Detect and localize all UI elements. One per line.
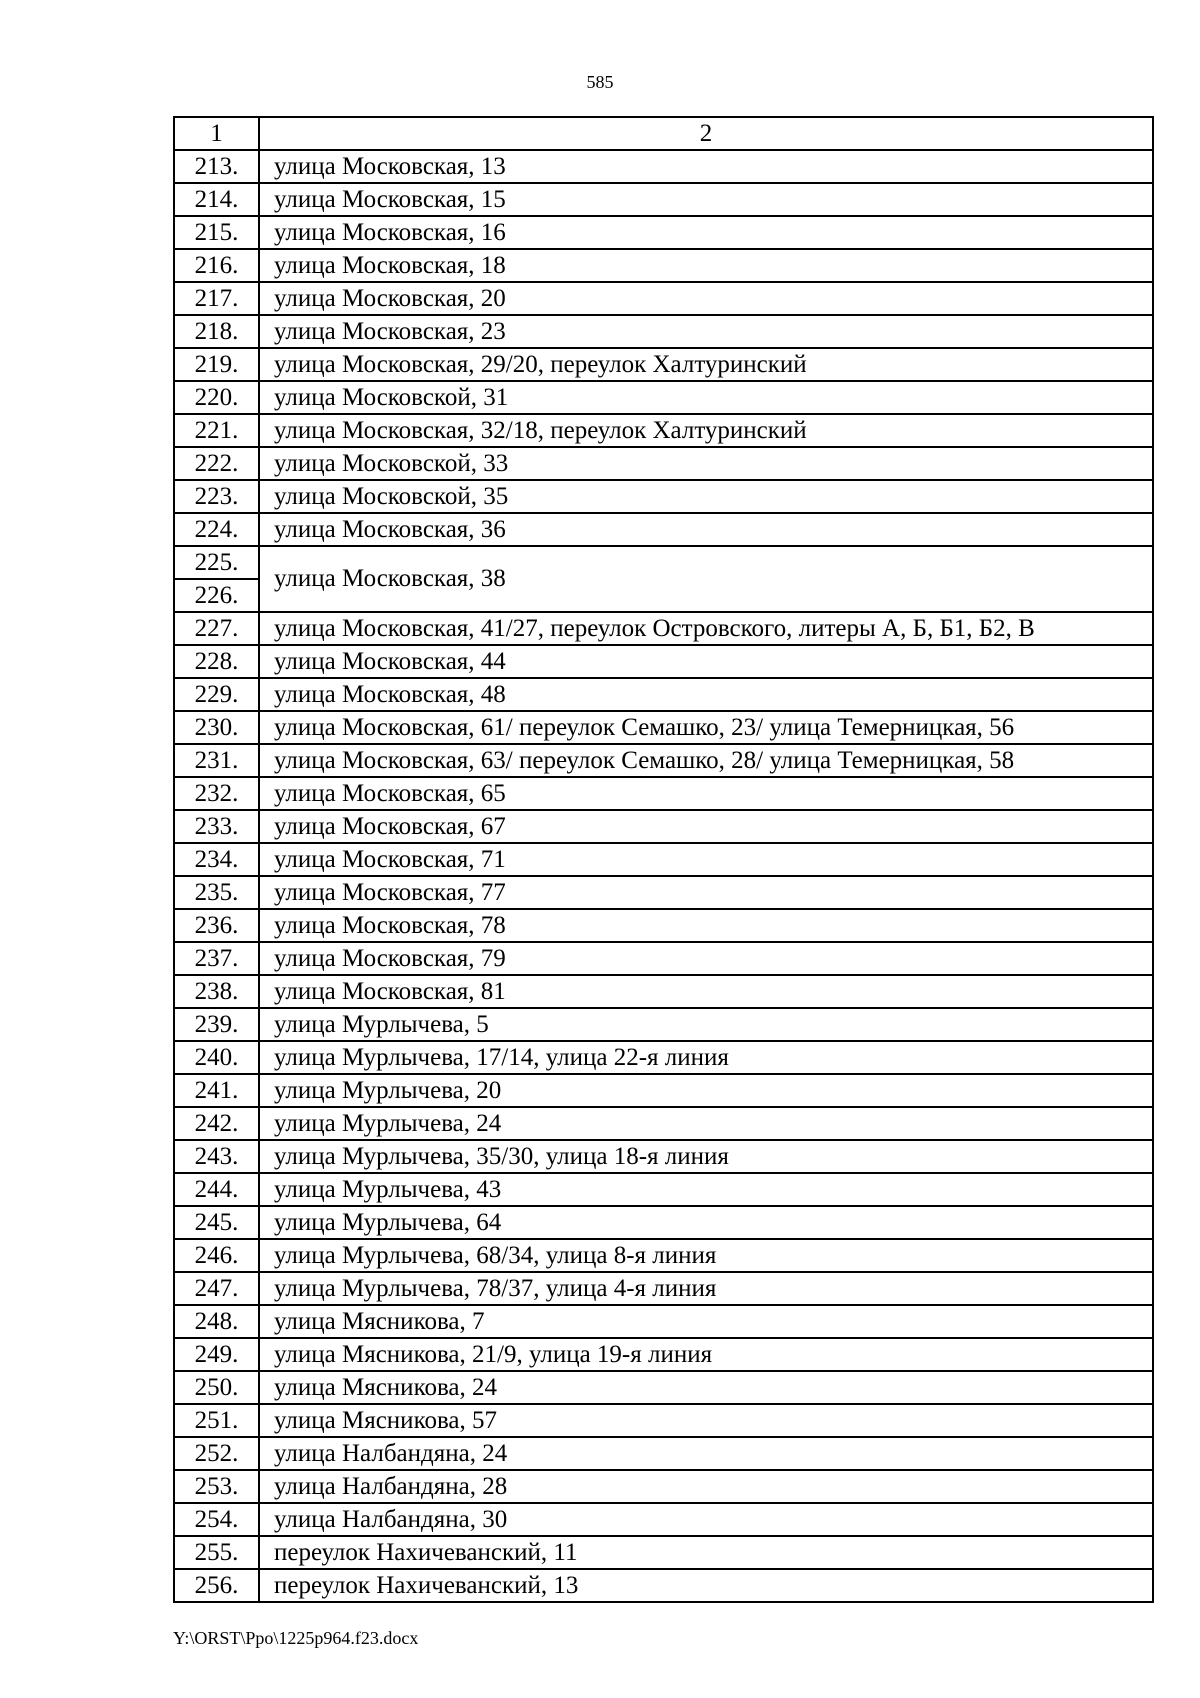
address-cell: улица Мурлычева, 17/14, улица 22-я линия bbox=[259, 1041, 1153, 1074]
table-row bbox=[174, 1371, 1153, 1404]
table-row bbox=[174, 282, 1153, 315]
table-row bbox=[174, 447, 1153, 480]
row-number-cell: 251. bbox=[174, 1404, 259, 1437]
row-number-cell: 229. bbox=[174, 678, 259, 711]
address-cell: улица Московская, 23 bbox=[259, 315, 1153, 348]
row-number-cell: 233. bbox=[174, 810, 259, 843]
address-cell: улица Мясникова, 21/9, улица 19-я линия bbox=[259, 1338, 1153, 1371]
address-cell: улица Московская, 44 bbox=[259, 645, 1153, 678]
table-row bbox=[174, 612, 1153, 645]
row-number-cell: 239. bbox=[174, 1008, 259, 1041]
address-cell: улица Московская, 65 bbox=[259, 777, 1153, 810]
address-cell: улица Мурлычева, 5 bbox=[259, 1008, 1153, 1041]
row-number-cell: 223. bbox=[174, 480, 259, 513]
row-number-cell: 227. bbox=[174, 612, 259, 645]
address-cell: улица Московская, 77 bbox=[259, 876, 1153, 909]
table-row bbox=[174, 381, 1153, 414]
table-row bbox=[174, 183, 1153, 216]
row-number-cell: 249. bbox=[174, 1338, 259, 1371]
address-cell: улица Московская, 15 bbox=[259, 183, 1153, 216]
table-row bbox=[174, 876, 1153, 909]
row-number-cell: 247. bbox=[174, 1272, 259, 1305]
table-row bbox=[174, 1041, 1153, 1074]
address-cell: улица Мурлычева, 24 bbox=[259, 1107, 1153, 1140]
address-cell: улица Московской, 31 bbox=[259, 381, 1153, 414]
address-cell: переулок Нахичеванский, 11 bbox=[259, 1536, 1153, 1569]
row-number-cell: 225. bbox=[174, 546, 259, 579]
address-cell: улица Московской, 35 bbox=[259, 480, 1153, 513]
address-cell: переулок Нахичеванский, 13 bbox=[259, 1569, 1153, 1602]
row-number-cell: 236. bbox=[174, 909, 259, 942]
row-number-cell: 231. bbox=[174, 744, 259, 777]
table-row bbox=[174, 1404, 1153, 1437]
address-cell: улица Мурлычева, 64 bbox=[259, 1206, 1153, 1239]
table-row bbox=[174, 1437, 1153, 1470]
row-number-cell: 230. bbox=[174, 711, 259, 744]
row-number-cell: 224. bbox=[174, 513, 259, 546]
address-cell: улица Мурлычева, 43 bbox=[259, 1173, 1153, 1206]
address-cell: улица Налбандяна, 24 bbox=[259, 1437, 1153, 1470]
address-cell: улица Московская, 36 bbox=[259, 513, 1153, 546]
row-number-cell: 228. bbox=[174, 645, 259, 678]
table-row bbox=[174, 645, 1153, 678]
row-number-cell: 256. bbox=[174, 1569, 259, 1602]
row-number-cell: 237. bbox=[174, 942, 259, 975]
column-header-number: 1 bbox=[174, 117, 259, 150]
row-number-cell: 243. bbox=[174, 1140, 259, 1173]
table-row bbox=[174, 1239, 1153, 1272]
table-row bbox=[174, 348, 1153, 381]
table-header-row bbox=[174, 117, 1153, 150]
address-cell: улица Налбандяна, 28 bbox=[259, 1470, 1153, 1503]
table-row bbox=[174, 1140, 1153, 1173]
row-number-cell: 255. bbox=[174, 1536, 259, 1569]
table-row bbox=[174, 150, 1153, 183]
address-cell: улица Московская, 67 bbox=[259, 810, 1153, 843]
row-number-cell: 222. bbox=[174, 447, 259, 480]
address-cell: улица Московская, 20 bbox=[259, 282, 1153, 315]
row-number-cell: 242. bbox=[174, 1107, 259, 1140]
address-cell: улица Московская, 41/27, переулок Островского, литеры А, Б, Б1, Б2, В bbox=[259, 612, 1153, 645]
table-row bbox=[174, 1107, 1153, 1140]
address-cell: улица Московская, 32/18, переулок Халтуринский bbox=[259, 414, 1153, 447]
table-row bbox=[174, 480, 1153, 513]
row-number-cell: 240. bbox=[174, 1041, 259, 1074]
table-row bbox=[174, 1206, 1153, 1239]
table-row bbox=[174, 546, 1153, 579]
row-number-cell: 238. bbox=[174, 975, 259, 1008]
table-row bbox=[174, 909, 1153, 942]
table-row bbox=[174, 1470, 1153, 1503]
table-row bbox=[174, 1272, 1153, 1305]
address-cell: улица Московская, 29/20, переулок Халтуринский bbox=[259, 348, 1153, 381]
table-row bbox=[174, 513, 1153, 546]
address-cell: улица Московская, 63/ переулок Семашко, 28/ улица Темерницкая, 58 bbox=[259, 744, 1153, 777]
table-row bbox=[174, 1173, 1153, 1206]
address-cell: улица Московская, 78 bbox=[259, 909, 1153, 942]
address-cell: улица Налбандяна, 30 bbox=[259, 1503, 1153, 1536]
row-number-cell: 217. bbox=[174, 282, 259, 315]
table-row bbox=[174, 1305, 1153, 1338]
address-cell: улица Московская, 71 bbox=[259, 843, 1153, 876]
address-cell: улица Московская, 79 bbox=[259, 942, 1153, 975]
table-row bbox=[174, 843, 1153, 876]
address-cell: улица Мурлычева, 78/37, улица 4-я линия bbox=[259, 1272, 1153, 1305]
table-row bbox=[174, 1338, 1153, 1371]
page-number: 585 bbox=[586, 72, 614, 92]
row-number-cell: 254. bbox=[174, 1503, 259, 1536]
address-cell: улица Московская, 16 bbox=[259, 216, 1153, 249]
address-cell: улица Московская, 18 bbox=[259, 249, 1153, 282]
row-number-cell: 232. bbox=[174, 777, 259, 810]
table-row bbox=[174, 414, 1153, 447]
table-row bbox=[174, 711, 1153, 744]
table-row bbox=[174, 744, 1153, 777]
table-row bbox=[174, 315, 1153, 348]
file-path-footer: Y:\ORST\Ppo\1225p964.f23.docx bbox=[173, 1628, 419, 1648]
row-number-cell: 214. bbox=[174, 183, 259, 216]
row-number-cell: 218. bbox=[174, 315, 259, 348]
row-number-cell: 219. bbox=[174, 348, 259, 381]
row-number-cell: 253. bbox=[174, 1470, 259, 1503]
row-number-cell: 215. bbox=[174, 216, 259, 249]
address-cell: улица Московской, 33 bbox=[259, 447, 1153, 480]
column-header-address: 2 bbox=[259, 117, 1153, 150]
table-row bbox=[174, 249, 1153, 282]
row-number-cell: 234. bbox=[174, 843, 259, 876]
address-cell: улица Мясникова, 57 bbox=[259, 1404, 1153, 1437]
row-number-cell: 226. bbox=[174, 579, 259, 612]
table-row bbox=[174, 777, 1153, 810]
row-number-cell: 220. bbox=[174, 381, 259, 414]
table-row bbox=[174, 810, 1153, 843]
row-number-cell: 213. bbox=[174, 150, 259, 183]
address-table bbox=[173, 116, 1154, 1603]
row-number-cell: 241. bbox=[174, 1074, 259, 1107]
address-cell: улица Мурлычева, 68/34, улица 8-я линия bbox=[259, 1239, 1153, 1272]
table-row bbox=[174, 975, 1153, 1008]
address-cell: улица Мясникова, 24 bbox=[259, 1371, 1153, 1404]
address-cell: улица Мурлычева, 20 bbox=[259, 1074, 1153, 1107]
row-number-cell: 252. bbox=[174, 1437, 259, 1470]
row-number-cell: 245. bbox=[174, 1206, 259, 1239]
row-number-cell: 235. bbox=[174, 876, 259, 909]
address-cell: улица Московская, 81 bbox=[259, 975, 1153, 1008]
row-number-cell: 221. bbox=[174, 414, 259, 447]
row-number-cell: 216. bbox=[174, 249, 259, 282]
table-row bbox=[174, 1008, 1153, 1041]
table-row bbox=[174, 216, 1153, 249]
row-number-cell: 244. bbox=[174, 1173, 259, 1206]
address-cell: улица Московская, 48 bbox=[259, 678, 1153, 711]
row-number-cell: 248. bbox=[174, 1305, 259, 1338]
address-cell: улица Московская, 13 bbox=[259, 150, 1153, 183]
table-row bbox=[174, 1503, 1153, 1536]
address-cell: улица Мурлычева, 35/30, улица 18-я линия bbox=[259, 1140, 1153, 1173]
address-cell: улица Мясникова, 7 bbox=[259, 1305, 1153, 1338]
address-cell: улица Московская, 38 bbox=[259, 546, 1153, 612]
table-row bbox=[174, 678, 1153, 711]
table-row bbox=[174, 942, 1153, 975]
table-body bbox=[174, 117, 1153, 1602]
row-number-cell: 246. bbox=[174, 1239, 259, 1272]
table-row bbox=[174, 1569, 1153, 1602]
table-row bbox=[174, 1074, 1153, 1107]
table-row bbox=[174, 1536, 1153, 1569]
row-number-cell: 250. bbox=[174, 1371, 259, 1404]
address-cell: улица Московская, 61/ переулок Семашко, 23/ улица Темерницкая, 56 bbox=[259, 711, 1153, 744]
